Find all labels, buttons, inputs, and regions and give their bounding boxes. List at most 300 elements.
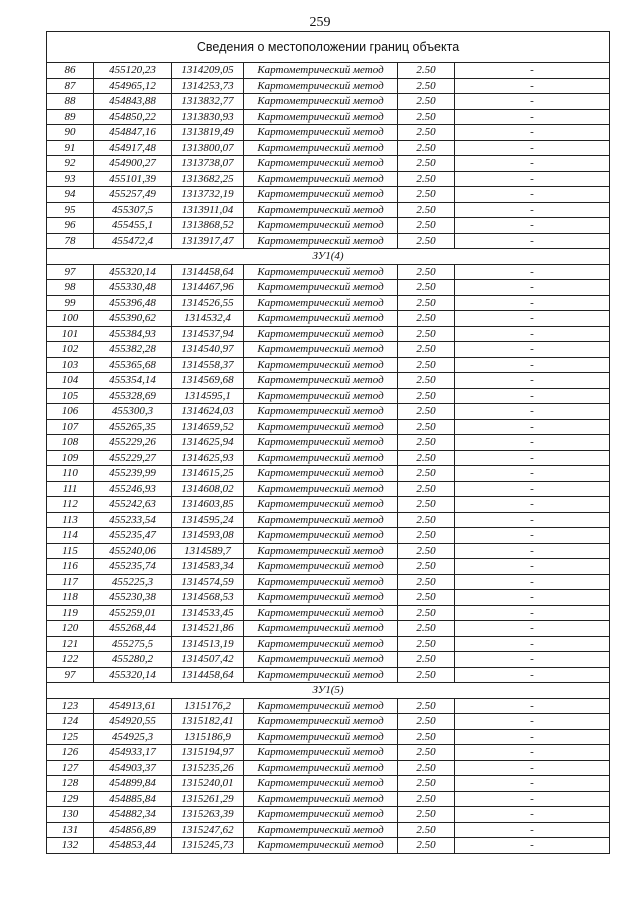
- y-coordinate-cell: 1314659,52: [172, 419, 244, 435]
- accuracy-cell: 2.50: [398, 574, 455, 590]
- method-cell: Картометрический метод: [244, 559, 398, 575]
- method-cell: Картометрический метод: [244, 357, 398, 373]
- accuracy-cell: 2.50: [398, 326, 455, 342]
- method-cell: Картометрический метод: [244, 326, 398, 342]
- note-cell: -: [455, 450, 610, 466]
- accuracy-cell: 2.50: [398, 280, 455, 296]
- accuracy-cell: 2.50: [398, 78, 455, 94]
- accuracy-cell: 2.50: [398, 590, 455, 606]
- point-number-cell: 93: [47, 171, 94, 187]
- note-cell: -: [455, 94, 610, 110]
- accuracy-cell: 2.50: [398, 140, 455, 156]
- table-row: [47, 528, 610, 544]
- y-coordinate-cell: 1315245,73: [172, 838, 244, 854]
- note-cell: -: [455, 78, 610, 94]
- method-cell: Картометрический метод: [244, 776, 398, 792]
- table-row: [47, 404, 610, 420]
- accuracy-cell: 2.50: [398, 63, 455, 79]
- x-coordinate-cell: 455120,23: [94, 63, 172, 79]
- method-cell: Картометрический метод: [244, 295, 398, 311]
- note-cell: -: [455, 388, 610, 404]
- accuracy-cell: 2.50: [398, 807, 455, 823]
- accuracy-cell: 2.50: [398, 791, 455, 807]
- point-number-cell: 106: [47, 404, 94, 420]
- table-row: [47, 233, 610, 249]
- y-coordinate-cell: 1314209,05: [172, 63, 244, 79]
- x-coordinate-cell: 455268,44: [94, 621, 172, 637]
- accuracy-cell: 2.50: [398, 466, 455, 482]
- point-number-cell: 102: [47, 342, 94, 358]
- method-cell: Картометрический метод: [244, 590, 398, 606]
- note-cell: -: [455, 636, 610, 652]
- point-number-cell: 123: [47, 698, 94, 714]
- y-coordinate-cell: 1314615,25: [172, 466, 244, 482]
- point-number-cell: 94: [47, 187, 94, 203]
- table-row: [47, 590, 610, 606]
- x-coordinate-cell: 455396,48: [94, 295, 172, 311]
- point-number-cell: 125: [47, 729, 94, 745]
- point-number-cell: 109: [47, 450, 94, 466]
- point-number-cell: 86: [47, 63, 94, 79]
- y-coordinate-cell: 1314574,59: [172, 574, 244, 590]
- point-number-cell: 101: [47, 326, 94, 342]
- table-row: [47, 326, 610, 342]
- table-row: [47, 636, 610, 652]
- x-coordinate-cell: 454885,84: [94, 791, 172, 807]
- method-cell: Картометрический метод: [244, 667, 398, 683]
- method-cell: Картометрический метод: [244, 264, 398, 280]
- table-row: [47, 714, 610, 730]
- method-cell: Картометрический метод: [244, 807, 398, 823]
- accuracy-cell: 2.50: [398, 512, 455, 528]
- y-coordinate-cell: 1314595,24: [172, 512, 244, 528]
- note-cell: -: [455, 373, 610, 389]
- note-cell: -: [455, 109, 610, 125]
- method-cell: Картометрический метод: [244, 94, 398, 110]
- method-cell: Картометрический метод: [244, 280, 398, 296]
- section-row: [47, 249, 610, 265]
- x-coordinate-cell: 454933,17: [94, 745, 172, 761]
- x-coordinate-cell: 454925,3: [94, 729, 172, 745]
- point-number-cell: 122: [47, 652, 94, 668]
- method-cell: Картометрический метод: [244, 125, 398, 141]
- y-coordinate-cell: 1314540,97: [172, 342, 244, 358]
- x-coordinate-cell: 455382,28: [94, 342, 172, 358]
- point-number-cell: 115: [47, 543, 94, 559]
- y-coordinate-cell: 1314624,03: [172, 404, 244, 420]
- accuracy-cell: 2.50: [398, 838, 455, 854]
- note-cell: -: [455, 776, 610, 792]
- method-cell: Картометрический метод: [244, 63, 398, 79]
- note-cell: -: [455, 342, 610, 358]
- point-number-cell: 95: [47, 202, 94, 218]
- note-cell: -: [455, 838, 610, 854]
- method-cell: Картометрический метод: [244, 156, 398, 172]
- y-coordinate-cell: 1314533,45: [172, 605, 244, 621]
- method-cell: Картометрический метод: [244, 636, 398, 652]
- x-coordinate-cell: 455280,2: [94, 652, 172, 668]
- table-row: [47, 435, 610, 451]
- y-coordinate-cell: 1315194,97: [172, 745, 244, 761]
- method-cell: Картометрический метод: [244, 714, 398, 730]
- table-row: [47, 218, 610, 234]
- note-cell: -: [455, 528, 610, 544]
- table-row: [47, 574, 610, 590]
- section-label: ЗУ1(5): [47, 683, 610, 699]
- accuracy-cell: 2.50: [398, 264, 455, 280]
- table-row: [47, 171, 610, 187]
- table-row: [47, 543, 610, 559]
- table-row: [47, 822, 610, 838]
- y-coordinate-cell: 1313682,25: [172, 171, 244, 187]
- point-number-cell: 116: [47, 559, 94, 575]
- method-cell: Картометрический метод: [244, 543, 398, 559]
- point-number-cell: 98: [47, 280, 94, 296]
- note-cell: -: [455, 621, 610, 637]
- section-row: [47, 683, 610, 699]
- y-coordinate-cell: 1314593,08: [172, 528, 244, 544]
- point-number-cell: 107: [47, 419, 94, 435]
- method-cell: Картометрический метод: [244, 698, 398, 714]
- note-cell: -: [455, 605, 610, 621]
- note-cell: -: [455, 574, 610, 590]
- table-row: [47, 559, 610, 575]
- accuracy-cell: 2.50: [398, 559, 455, 575]
- note-cell: -: [455, 698, 610, 714]
- note-cell: -: [455, 357, 610, 373]
- y-coordinate-cell: 1315176,2: [172, 698, 244, 714]
- accuracy-cell: 2.50: [398, 497, 455, 513]
- y-coordinate-cell: 1315240,01: [172, 776, 244, 792]
- x-coordinate-cell: 455472,4: [94, 233, 172, 249]
- method-cell: Картометрический метод: [244, 342, 398, 358]
- x-coordinate-cell: 454920,55: [94, 714, 172, 730]
- table-row: [47, 388, 610, 404]
- x-coordinate-cell: 454913,61: [94, 698, 172, 714]
- y-coordinate-cell: 1315182,41: [172, 714, 244, 730]
- table-row: [47, 264, 610, 280]
- note-cell: -: [455, 497, 610, 513]
- point-number-cell: 110: [47, 466, 94, 482]
- method-cell: Картометрический метод: [244, 233, 398, 249]
- method-cell: Картометрический метод: [244, 745, 398, 761]
- accuracy-cell: 2.50: [398, 218, 455, 234]
- point-number-cell: 99: [47, 295, 94, 311]
- point-number-cell: 132: [47, 838, 94, 854]
- point-number-cell: 105: [47, 388, 94, 404]
- note-cell: -: [455, 295, 610, 311]
- table-row: [47, 78, 610, 94]
- y-coordinate-cell: 1313732,19: [172, 187, 244, 203]
- table-row: [47, 450, 610, 466]
- y-coordinate-cell: 1314253,73: [172, 78, 244, 94]
- note-cell: -: [455, 218, 610, 234]
- point-number-cell: 126: [47, 745, 94, 761]
- x-coordinate-cell: 455242,63: [94, 497, 172, 513]
- y-coordinate-cell: 1314467,96: [172, 280, 244, 296]
- accuracy-cell: 2.50: [398, 311, 455, 327]
- method-cell: Картометрический метод: [244, 652, 398, 668]
- table-row: [47, 667, 610, 683]
- accuracy-cell: 2.50: [398, 342, 455, 358]
- y-coordinate-cell: 1314608,02: [172, 481, 244, 497]
- accuracy-cell: 2.50: [398, 94, 455, 110]
- x-coordinate-cell: 454856,89: [94, 822, 172, 838]
- y-coordinate-cell: 1314532,4: [172, 311, 244, 327]
- point-number-cell: 124: [47, 714, 94, 730]
- method-cell: Картометрический метод: [244, 729, 398, 745]
- y-coordinate-cell: 1313738,07: [172, 156, 244, 172]
- x-coordinate-cell: 455354,14: [94, 373, 172, 389]
- table-row: [47, 419, 610, 435]
- x-coordinate-cell: 455229,27: [94, 450, 172, 466]
- point-number-cell: 113: [47, 512, 94, 528]
- method-cell: Картометрический метод: [244, 605, 398, 621]
- note-cell: -: [455, 791, 610, 807]
- point-number-cell: 92: [47, 156, 94, 172]
- accuracy-cell: 2.50: [398, 652, 455, 668]
- note-cell: -: [455, 187, 610, 203]
- y-coordinate-cell: 1314513,19: [172, 636, 244, 652]
- y-coordinate-cell: 1315186,9: [172, 729, 244, 745]
- accuracy-cell: 2.50: [398, 605, 455, 621]
- table-row: [47, 94, 610, 110]
- accuracy-cell: 2.50: [398, 109, 455, 125]
- y-coordinate-cell: 1313917,47: [172, 233, 244, 249]
- method-cell: Картометрический метод: [244, 404, 398, 420]
- y-coordinate-cell: 1313830,93: [172, 109, 244, 125]
- accuracy-cell: 2.50: [398, 450, 455, 466]
- table-row: [47, 295, 610, 311]
- table-row: [47, 605, 610, 621]
- accuracy-cell: 2.50: [398, 745, 455, 761]
- y-coordinate-cell: 1314526,55: [172, 295, 244, 311]
- accuracy-cell: 2.50: [398, 528, 455, 544]
- point-number-cell: 128: [47, 776, 94, 792]
- note-cell: -: [455, 760, 610, 776]
- x-coordinate-cell: 455235,74: [94, 559, 172, 575]
- x-coordinate-cell: 455259,01: [94, 605, 172, 621]
- y-coordinate-cell: 1313868,52: [172, 218, 244, 234]
- y-coordinate-cell: 1314507,42: [172, 652, 244, 668]
- note-cell: -: [455, 326, 610, 342]
- x-coordinate-cell: 455320,14: [94, 264, 172, 280]
- method-cell: Картометрический метод: [244, 419, 398, 435]
- note-cell: -: [455, 512, 610, 528]
- x-coordinate-cell: 455328,69: [94, 388, 172, 404]
- accuracy-cell: 2.50: [398, 667, 455, 683]
- y-coordinate-cell: 1314583,34: [172, 559, 244, 575]
- note-cell: -: [455, 822, 610, 838]
- table-row: [47, 776, 610, 792]
- accuracy-cell: 2.50: [398, 404, 455, 420]
- method-cell: Картометрический метод: [244, 187, 398, 203]
- y-coordinate-cell: 1314589,7: [172, 543, 244, 559]
- x-coordinate-cell: 454850,22: [94, 109, 172, 125]
- point-number-cell: 111: [47, 481, 94, 497]
- table-row: [47, 621, 610, 637]
- table-row: [47, 311, 610, 327]
- table-row: [47, 187, 610, 203]
- accuracy-cell: 2.50: [398, 419, 455, 435]
- note-cell: -: [455, 466, 610, 482]
- table-row: [47, 729, 610, 745]
- note-cell: -: [455, 481, 610, 497]
- method-cell: Картометрический метод: [244, 497, 398, 513]
- x-coordinate-cell: 455230,38: [94, 590, 172, 606]
- x-coordinate-cell: 455265,35: [94, 419, 172, 435]
- table-row: [47, 652, 610, 668]
- table-row: [47, 125, 610, 141]
- table-row: [47, 481, 610, 497]
- point-number-cell: 114: [47, 528, 94, 544]
- x-coordinate-cell: 454882,34: [94, 807, 172, 823]
- point-number-cell: 117: [47, 574, 94, 590]
- x-coordinate-cell: 455246,93: [94, 481, 172, 497]
- method-cell: Картометрический метод: [244, 466, 398, 482]
- x-coordinate-cell: 455307,5: [94, 202, 172, 218]
- note-cell: -: [455, 590, 610, 606]
- note-cell: -: [455, 63, 610, 79]
- method-cell: Картометрический метод: [244, 838, 398, 854]
- method-cell: Картометрический метод: [244, 621, 398, 637]
- x-coordinate-cell: 454917,48: [94, 140, 172, 156]
- x-coordinate-cell: 455257,49: [94, 187, 172, 203]
- accuracy-cell: 2.50: [398, 233, 455, 249]
- point-number-cell: 130: [47, 807, 94, 823]
- note-cell: -: [455, 156, 610, 172]
- x-coordinate-cell: 454847,16: [94, 125, 172, 141]
- accuracy-cell: 2.50: [398, 156, 455, 172]
- x-coordinate-cell: 455330,48: [94, 280, 172, 296]
- point-number-cell: 90: [47, 125, 94, 141]
- x-coordinate-cell: 454853,44: [94, 838, 172, 854]
- table-row: [47, 280, 610, 296]
- point-number-cell: 108: [47, 435, 94, 451]
- method-cell: Картометрический метод: [244, 140, 398, 156]
- accuracy-cell: 2.50: [398, 357, 455, 373]
- accuracy-cell: 2.50: [398, 822, 455, 838]
- y-coordinate-cell: 1313832,77: [172, 94, 244, 110]
- table-row: [47, 357, 610, 373]
- table-row: [47, 745, 610, 761]
- accuracy-cell: 2.50: [398, 435, 455, 451]
- y-coordinate-cell: 1314521,86: [172, 621, 244, 637]
- note-cell: -: [455, 125, 610, 141]
- note-cell: -: [455, 729, 610, 745]
- point-number-cell: 103: [47, 357, 94, 373]
- method-cell: Картометрический метод: [244, 435, 398, 451]
- method-cell: Картометрический метод: [244, 78, 398, 94]
- accuracy-cell: 2.50: [398, 171, 455, 187]
- x-coordinate-cell: 455233,54: [94, 512, 172, 528]
- y-coordinate-cell: 1314625,94: [172, 435, 244, 451]
- x-coordinate-cell: 454965,12: [94, 78, 172, 94]
- note-cell: -: [455, 435, 610, 451]
- note-cell: -: [455, 171, 610, 187]
- method-cell: Картометрический метод: [244, 388, 398, 404]
- x-coordinate-cell: 455390,62: [94, 311, 172, 327]
- point-number-cell: 97: [47, 264, 94, 280]
- method-cell: Картометрический метод: [244, 218, 398, 234]
- point-number-cell: 127: [47, 760, 94, 776]
- accuracy-cell: 2.50: [398, 388, 455, 404]
- note-cell: -: [455, 667, 610, 683]
- x-coordinate-cell: 455275,5: [94, 636, 172, 652]
- x-coordinate-cell: 455320,14: [94, 667, 172, 683]
- method-cell: Картометрический метод: [244, 574, 398, 590]
- accuracy-cell: 2.50: [398, 698, 455, 714]
- method-cell: Картометрический метод: [244, 481, 398, 497]
- point-number-cell: 119: [47, 605, 94, 621]
- y-coordinate-cell: 1314458,64: [172, 667, 244, 683]
- accuracy-cell: 2.50: [398, 621, 455, 637]
- point-number-cell: 96: [47, 218, 94, 234]
- accuracy-cell: 2.50: [398, 714, 455, 730]
- table-row: [47, 466, 610, 482]
- point-number-cell: 131: [47, 822, 94, 838]
- x-coordinate-cell: 455455,1: [94, 218, 172, 234]
- method-cell: Картометрический метод: [244, 822, 398, 838]
- table-row: [47, 342, 610, 358]
- note-cell: -: [455, 233, 610, 249]
- table-row: [47, 760, 610, 776]
- accuracy-cell: 2.50: [398, 760, 455, 776]
- table-row: [47, 202, 610, 218]
- table-row: [47, 698, 610, 714]
- y-coordinate-cell: 1315263,39: [172, 807, 244, 823]
- note-cell: -: [455, 745, 610, 761]
- note-cell: -: [455, 140, 610, 156]
- table-body: [47, 32, 610, 854]
- point-number-cell: 118: [47, 590, 94, 606]
- point-number-cell: 78: [47, 233, 94, 249]
- y-coordinate-cell: 1314603,85: [172, 497, 244, 513]
- y-coordinate-cell: 1315235,26: [172, 760, 244, 776]
- section-label: ЗУ1(4): [47, 249, 610, 265]
- table-row: [47, 63, 610, 79]
- table-row: [47, 109, 610, 125]
- point-number-cell: 89: [47, 109, 94, 125]
- method-cell: Картометрический метод: [244, 202, 398, 218]
- accuracy-cell: 2.50: [398, 125, 455, 141]
- y-coordinate-cell: 1313819,49: [172, 125, 244, 141]
- table-row: [47, 512, 610, 528]
- accuracy-cell: 2.50: [398, 202, 455, 218]
- y-coordinate-cell: 1313800,07: [172, 140, 244, 156]
- note-cell: -: [455, 559, 610, 575]
- note-cell: -: [455, 280, 610, 296]
- point-number-cell: 100: [47, 311, 94, 327]
- point-number-cell: 87: [47, 78, 94, 94]
- y-coordinate-cell: 1314558,37: [172, 357, 244, 373]
- table-row: [47, 807, 610, 823]
- table-row: [47, 140, 610, 156]
- y-coordinate-cell: 1315261,29: [172, 791, 244, 807]
- method-cell: Картометрический метод: [244, 528, 398, 544]
- note-cell: -: [455, 807, 610, 823]
- accuracy-cell: 2.50: [398, 776, 455, 792]
- point-number-cell: 91: [47, 140, 94, 156]
- accuracy-cell: 2.50: [398, 543, 455, 559]
- y-coordinate-cell: 1314458,64: [172, 264, 244, 280]
- note-cell: -: [455, 264, 610, 280]
- point-number-cell: 88: [47, 94, 94, 110]
- x-coordinate-cell: 455239,99: [94, 466, 172, 482]
- note-cell: -: [455, 714, 610, 730]
- note-cell: -: [455, 652, 610, 668]
- y-coordinate-cell: 1314569,68: [172, 373, 244, 389]
